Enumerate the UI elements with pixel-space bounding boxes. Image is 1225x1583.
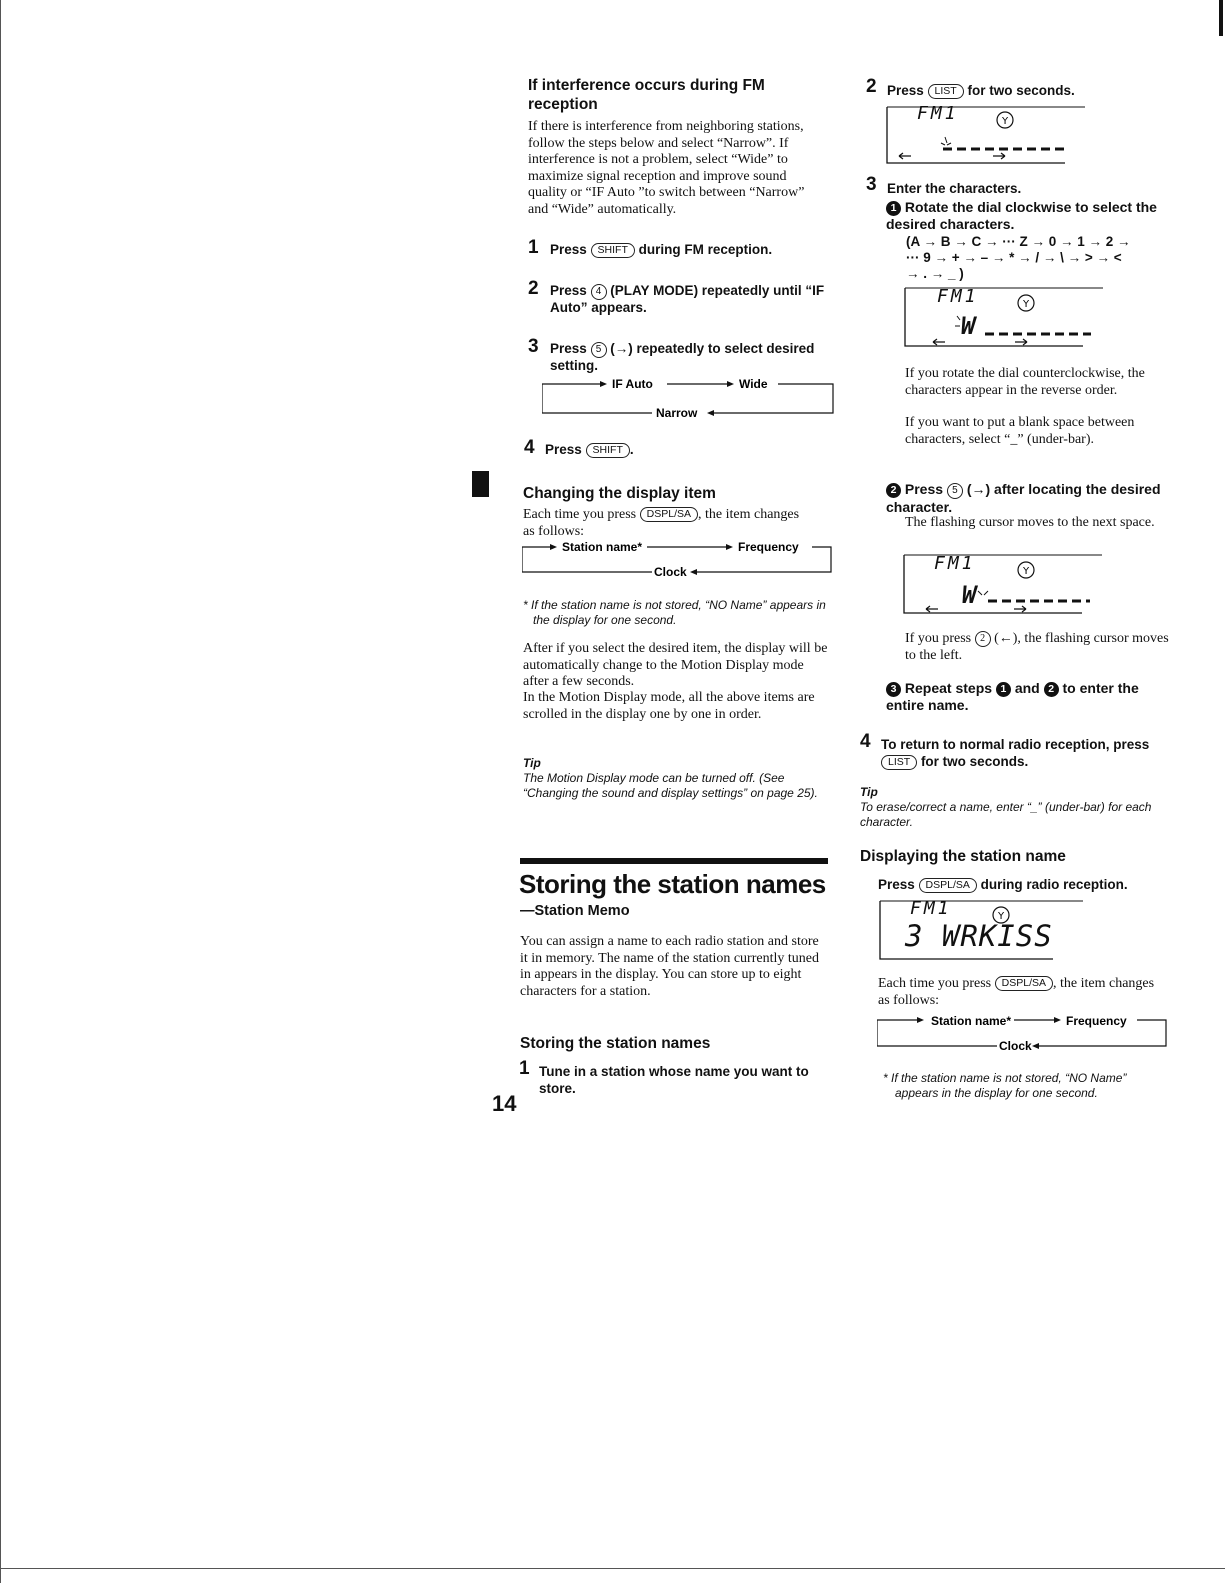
step-number: 3 — [866, 174, 877, 195]
displaying-body: Each time you press DSPL/SA , the item changes as follows: — [878, 976, 1155, 1008]
station-memo-body: You can assign a name to each radio station and store it in memory. The name of the station currently tuned in appears in the display. You can store up to eight characters for a station. — [520, 934, 819, 999]
step-number: 4 — [524, 437, 535, 458]
lcd-frame — [902, 553, 1107, 617]
svg-text:Y: Y — [1022, 566, 1030, 577]
lcd-display — [878, 899, 1088, 963]
lcd-band: FM1 — [934, 553, 976, 574]
step-number: 4 — [860, 731, 871, 752]
char-sequence-1: (A → B → C → ··· Z → 0 → 1 → 2 → — [906, 234, 1131, 249]
display-item-footnote: * If the station name is not stored, “NO Name” appears in the display for one second. — [523, 598, 826, 627]
cycle-if-auto: IF Auto — [612, 378, 653, 391]
svg-text:Y: Y — [997, 911, 1005, 922]
page-bottom-border — [0, 1568, 1225, 1569]
left-cursor-note: If you press 2 (←), the flashing cursor moves to the left. — [905, 631, 1169, 663]
lcd-display — [902, 553, 1107, 617]
cycle-narrow: Narrow — [656, 406, 698, 418]
step-number: 1 — [519, 1058, 530, 1079]
section-subtitle: —Station Memo — [520, 903, 630, 919]
display-item-para2: In the Motion Display mode, all the above items are scrolled in the display one by one in order. — [523, 690, 815, 722]
step-number: 3 — [528, 336, 539, 357]
lcd-frame — [903, 286, 1108, 350]
substep-2-body: The flashing cursor moves to the next space. — [905, 515, 1155, 530]
cycle-frequency: Frequency — [738, 540, 799, 554]
cycle-wide: Wide — [739, 378, 768, 391]
lcd-frame — [885, 105, 1090, 165]
displaying-instruction: Press DSPL/SA during radio reception. — [878, 877, 1128, 892]
step-text: Tune in a station whose name you want to store. — [539, 1064, 809, 1096]
number-key: 5 — [591, 342, 607, 358]
blank-note: If you want to put a blank space between characters, select “_” (under-bar). — [905, 415, 1135, 447]
step-text: Press 4 (PLAY MODE) repeatedly until “IF Auto” appears. — [550, 283, 825, 315]
char-sequence-2: ··· 9 → + → – → * → / → \ → > → < — [906, 250, 1122, 265]
cycle-clock: Clock — [999, 1039, 1032, 1052]
section-marker — [472, 471, 489, 497]
display-item-heading: Changing the display item — [523, 485, 716, 502]
lcd-station-name: 3 WRKISS — [905, 919, 1053, 953]
dspl-sa-key: DSPL/SA — [640, 507, 698, 522]
badge-1: 1 — [886, 201, 901, 216]
shift-key: SHIFT — [586, 443, 630, 458]
number-key: 4 — [591, 284, 607, 300]
number-key: 2 — [975, 631, 991, 647]
step-text: To return to normal radio reception, press LIST for two seconds. — [881, 737, 1150, 769]
step-number: 1 — [528, 237, 539, 258]
list-key: LIST — [881, 755, 917, 770]
lcd-char: W — [962, 581, 977, 609]
display-item-para1: After if you select the desired item, the display will be automatically change to the Motion Display mode after a few seconds. — [523, 641, 828, 689]
page-number: 14 — [492, 1091, 517, 1116]
step-text: Press 5 (→) repeatedly to select desired setting. — [550, 341, 815, 373]
display-cycle-diagram — [522, 537, 842, 579]
lcd-band: FM1 — [910, 898, 952, 919]
section-rule — [520, 858, 828, 864]
tip-text: To erase/correct a name, enter “_” (under-bar) for each character. — [860, 800, 1152, 829]
tip-label: Tip — [523, 756, 541, 770]
section-title: Storing the station names — [519, 869, 826, 899]
lcd-band: FM1 — [937, 286, 979, 307]
svg-text:Y: Y — [1001, 116, 1009, 127]
tip-label: Tip — [860, 785, 878, 799]
if-cycle-diagram — [542, 378, 842, 418]
cycle-clock: Clock — [654, 565, 687, 579]
char-sequence-3: → . → _ ) — [906, 266, 964, 281]
lcd-display — [903, 286, 1108, 350]
badge-2: 2 — [886, 483, 901, 498]
svg-text:Y: Y — [1022, 299, 1030, 310]
cycle-frequency: Frequency — [1066, 1014, 1127, 1028]
cycle-station-name: Station name* — [931, 1014, 1012, 1028]
lcd-display — [885, 105, 1090, 165]
lcd-char: W — [961, 312, 976, 340]
number-key: 5 — [947, 483, 963, 499]
dspl-sa-key: DSPL/SA — [995, 976, 1053, 991]
step-text: Press SHIFT during FM reception. — [550, 242, 773, 257]
step-text: Press SHIFT . — [545, 442, 634, 457]
step-number: 2 — [528, 278, 539, 299]
tip-text: The Motion Display mode can be turned off. (See “Changing the sound and display settings” on page 25). — [523, 771, 818, 800]
interference-heading: If interference occurs during FM reception — [528, 77, 765, 113]
badge-3: 3 — [886, 682, 901, 697]
cycle-station-name: Station name* — [562, 540, 643, 554]
step-text: Press LIST for two seconds. — [887, 83, 1075, 98]
step-text: Enter the characters. — [887, 181, 1022, 196]
dspl-sa-key: DSPL/SA — [919, 878, 977, 893]
displaying-cycle-diagram — [877, 1010, 1177, 1052]
displaying-heading: Displaying the station name — [860, 848, 1066, 865]
substep-3: 3 Repeat steps 1 and 2 to enter the entire name. — [886, 680, 1139, 713]
substep-1: 1 Rotate the dial clockwise to select the desired characters. — [886, 199, 1157, 232]
page-right-mark — [1219, 0, 1223, 36]
list-key: LIST — [928, 84, 964, 99]
storing-subheading: Storing the station names — [520, 1035, 711, 1052]
displaying-footnote: * If the station name is not stored, “NO Name” appears in the display for one second. — [883, 1071, 1127, 1100]
substep-2: 2 Press 5 (→) after locating the desired character. — [886, 481, 1161, 515]
interference-body: If there is interference from neighboring stations, follow the steps below and select “Narrow”. If interference is not a problem, select “Wide” to maximize signal reception and improve sound quality or “IF Auto ”to switch between “Narrow” and “Wide” automatically. — [528, 119, 805, 217]
page-left-border — [0, 0, 1, 1583]
badge-1: 1 — [996, 682, 1011, 697]
step-number: 2 — [866, 76, 877, 97]
display-item-body: Each time you press DSPL/SA , the item changes as follows: — [523, 507, 800, 539]
reverse-note: If you rotate the dial counterclockwise, the characters appear in the reverse order. — [905, 366, 1145, 398]
shift-key: SHIFT — [591, 243, 635, 258]
lcd-band: FM1 — [917, 103, 959, 124]
badge-2: 2 — [1044, 682, 1059, 697]
